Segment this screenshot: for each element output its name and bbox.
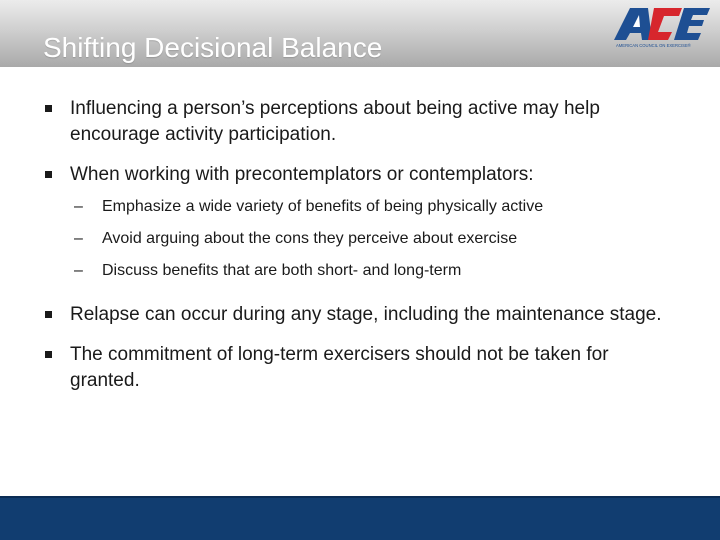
bullet-item (43, 342, 683, 394)
square-bullet-icon (45, 105, 52, 112)
bullet-item (43, 96, 683, 148)
ace-logo (608, 4, 712, 50)
slide-header (0, 0, 720, 67)
sub-bullet-text: Emphasize a wide variety of benefits of being physically active (102, 198, 544, 215)
sub-bullet-list (70, 198, 683, 280)
bullet-list (43, 96, 683, 394)
sub-bullet-item (70, 262, 683, 280)
ace-logo-tagline: AMERICAN COUNCIL ON EXERCISE® (616, 43, 691, 48)
sub-bullet-text: Discuss benefits that are both short- and long-term (102, 262, 462, 279)
sub-bullet-text: Avoid arguing about the cons they perceive about exercise (102, 230, 518, 247)
ace-logo-mark (614, 8, 710, 40)
bullet-text: When working with precontemplators or contemplators: (70, 164, 534, 185)
square-bullet-icon (45, 351, 52, 358)
bullet-item (43, 302, 683, 328)
bullet-text: Relapse can occur during any stage, including the maintenance stage. (70, 304, 662, 325)
bullet-text: The commitment of long-term exercisers should not be taken for granted. (70, 344, 609, 391)
slide-title: Shifting Decisional Balance (43, 32, 383, 63)
bullet-item (43, 162, 683, 280)
bullet-text: Influencing a person’s perceptions about being active may help encourage activity participation. (70, 98, 600, 145)
dash-icon: – (74, 198, 83, 215)
slide-footer-bar (0, 496, 720, 540)
dash-icon: – (74, 262, 83, 279)
square-bullet-icon (45, 311, 52, 318)
sub-bullet-item (70, 230, 683, 248)
square-bullet-icon (45, 171, 52, 178)
sub-bullet-item (70, 198, 683, 216)
dash-icon: – (74, 230, 83, 247)
